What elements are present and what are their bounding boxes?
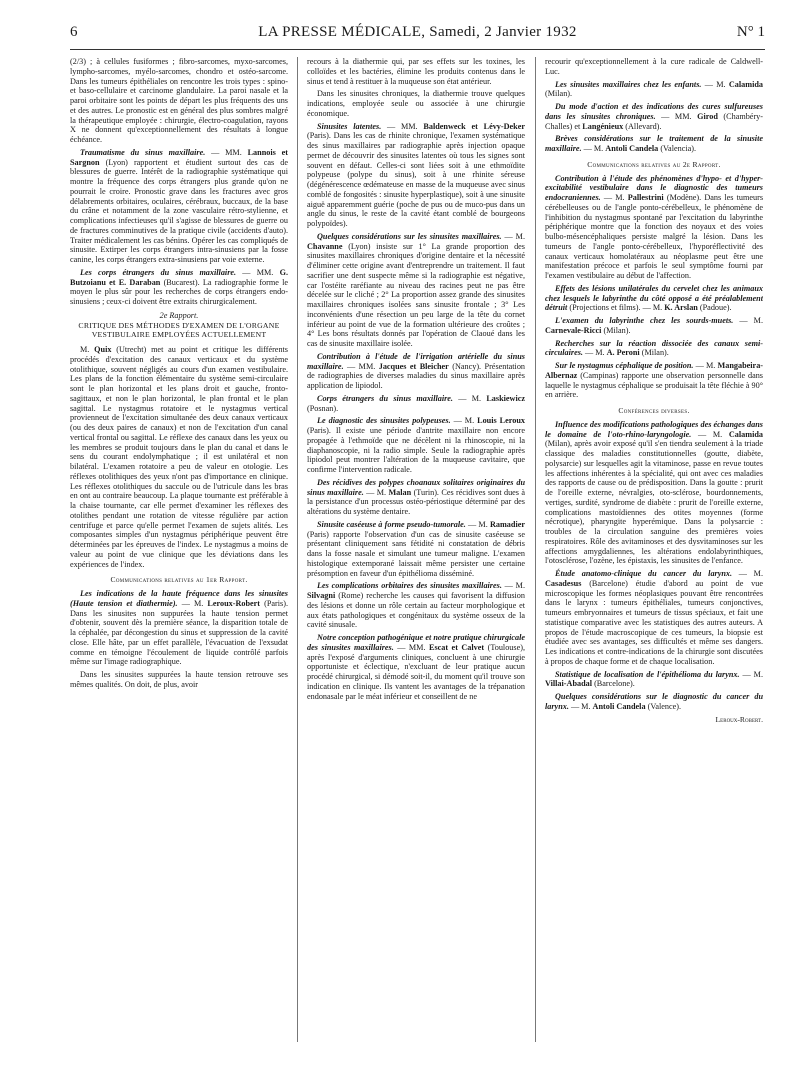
header-rule (70, 49, 765, 50)
author: Antoli Candela (605, 144, 659, 153)
page-header (70, 24, 765, 44)
abstract-title: Recherches sur la réaction dissociée des canaux semi-circulaires. (545, 338, 763, 358)
abstract-title: L'examen du labyrinthe chez les sourds-muets. (555, 316, 734, 325)
abstract: L'examen du labyrinthe chez les sourds-muets. — M. Carnevale-Ricci (Milan). (545, 316, 763, 335)
abstract: Du mode d'action et des indications des cures sulfureuses dans les sinusites chroniques. — MM. Girod (Chambéry-Challes) et Langénieux (Allevard). (545, 102, 763, 131)
abstract: Les corps étrangers du sinus maxillaire. — MM. G. Butzoianu et E. Daraban (Bucarest). La radiographie forme le moyen le plus sûr pour les recherches de corps étrangers endo-sinusiens ; ceux-ci doivent être extraits chirurgicalement. (70, 267, 288, 306)
author: Ramadier (489, 519, 525, 529)
abstract: Les complications orbitaires des sinusites maxillaires. — M. Silvagni (Rome) recherche les causes qui favorisent la diffusion des lésions et donne un rôle certain au facteur morphologique et aux états pathologiques et congénitaux du système osseux de la cavité sinusale. (307, 581, 525, 630)
author: Girod (697, 111, 718, 121)
author: Mangabeira-Albernaz (545, 361, 763, 380)
abstract: Sur le nystagmus céphalique de position. — M. Mangabeira-Albernaz (Campinas) rapporte une observation personnelle dans laquelle le nystagmus céphalique se produisait la tête fléchie à 90° en arrière. (545, 361, 763, 400)
paragraph: recours à la diathermie qui, par ses effets sur les toxines, les colloïdes et les bactéries, élimine les produits contenus dans le sinus et tend à restituer à la muqueuse son état antérieur. (307, 57, 525, 86)
author: Langénieux (582, 121, 624, 131)
abstract: M. Quix (Utrecht) met au point et critique les différents procédés d'excitation des canaux verticaux et du système otolithique, souvent négligés au cours d'un examen vestibulaire. Les plans de la fonction élémentaire du système semi-circulaire sont le plan horizontal et les plans droit et gauche, fronto-sagittaux, et non le plan horizontal, le plan frontal et le plan sagittal. Le nystagmus rotatoire et le nystagmus vertical provienneut de l'excitation simultanée des deux canaux verticaux (ou des deux paires de canaux) et non de l'excitation d'un canal vertical frontal ou sagittal. Le réflexe des canaux dans les yeux ou les membres se produit toujours dans le plan du canal et dans le sens du courant endolymphatique ; il est unilatéral et non bilatéral. L'examen rotatoire a peu de valeur en otologie. Les réflexes otolithiques des yeux n'ont pas d'importance en clinique. Les réflexes otolithiques du saccule ou de l'utricule dans les bras en ont au contraire beaucoup. La plaque tournante est préférable à la chaise tournante, car elle permet d'examiner les réflexes des otolithes pendant une rotation de vitesse régulière par action centrifuge et parce qu'elle permet l'examen de sujets alités. Les composantes simples d'un nystagmus périphérique peuvent être déterminées par les épreuves de l'index. Le nystagmus a moins de valeur au point de vue clinique que les déviations dans les expériences de l'index. (70, 345, 288, 569)
author: G. Butzoianu et E. Daraban (70, 267, 288, 287)
author: Escat et Calvet (428, 642, 485, 652)
paragraph: recourir qu'exceptionnellement à la cure radicale de Caldwell-Luc. (545, 57, 763, 76)
author: Silvagni (307, 591, 336, 600)
abstract-title: Le diagnostic des sinusites polypeuses. (317, 416, 451, 426)
author: Lannois et Sargnon (70, 147, 288, 167)
section-heading: Conférences diverses. (618, 406, 690, 415)
abstract: Le diagnostic des sinusites polypeuses. — M. Louis Leroux (Paris). Il existe une période d'antrite maxillaire non encore propagée à l'ethmoïde que ne décèlent ni la rhinoscopie, ni la diaphanoscopie, ni la radio simple. Seule la radiographie après lipiodol peut montrer l'altération de la muqueuse cavitaire, que confirme l'intervention radicale. (307, 416, 525, 474)
author: Leroux-Robert (207, 598, 261, 608)
author: Laskiewicz (486, 393, 525, 403)
author: Pallestrini (627, 193, 664, 202)
author: Calamida (728, 429, 763, 439)
abstract-title: Les indications de la haute fréquence dans les sinusites (Haute tension et diathermie). (70, 589, 288, 608)
abstract: Étude anatomo-clinique du cancer du larynx. — M. Casadesus (Barcelone) étudie d'abord au point de vue microscopique les formes néoplasiques pouvant être rencontrées dans le larynx : tumeurs épithéliales, tumeurs conjonctives, tumeurs embryonnaires et tumeurs de tissus spéciaux, et fait une statistique comparative avec les statistiques des autres auteurs. A propos de l'étude macroscopique de ces tumeurs, la biopsie est étudiée avec ses avantages, ses difficultés et même ses dangers. Les indications et contre-indications de la chirurgie sont discutées à propos de chaque forme et de chaque localisation. (545, 569, 763, 666)
abstract-title: Du mode d'action et des indications des cures sulfureuses dans les sinusites chroniques. (545, 102, 763, 121)
abstract: Traumatisme du sinus maxillaire. — MM. Lannois et Sargnon (Lyon) rapportent et étudient surtout des cas de blessures de guerre. Intérêt de la radiographie systématique qui montre la fréquence des corps étrangers plus grande qu'on ne pourrait le croire. Pronostic grave dans les fractures avec gros délabrements orbitaires, oculaires, cérébraux, buccaux, de la base du crâne et notamment de la zone vasculaire rétro-stylienne, et complications infectieuses qu'il s'agisse de blessures de guerre ou de fractures comminutives de la pratique civile (accidents d'auto). Traiter médicalement les cas bénins. Opérer les cas compliqués de sinusite. Extirper les corps étrangers intra-sinusiens par la fosse canine, les corps étrangers extra-sinusiens par voie externe. (70, 147, 288, 264)
abstract: Sinusite caséeuse à forme pseudo-tumorale. — M. Ramadier (Paris) rapporte l'observation d'un cas de sinusite caséeuse se présentant cliniquement sans fétidité ni constatation de débris dans la fosse nasale et simulant une tumeur maligne. L'examen histologique extemporané laissait même persister une certaine présomption en faveur d'un épithélioma disséminé. (307, 519, 525, 578)
abstract: Sinusites latentes. — MM. Baldenweck et Lévy-Deker (Paris). Dans les cas de rhinite chronique, l'examen systématique des sinus maxillaires par radiographie après injection opaque permet de découvrir des sinusites latentes où tous les signes sont souvent en défaut. Celles-ci sont liées soit à une ethmoïdite polypeuse (polype du sinus), soit à une rhinite séreuse (dégénérescence œdémateuse en masse de la muqueuse avec sinus comblé de fongosités : sinusite hyperplastique), soit à une sinusite aiguë apparemment guérie (poche de pus ou de muco-pus dans un angle du sinus, le reste de la cavité étant comblé de bourgeons polypoïdes). (307, 121, 525, 228)
author: Carnevale-Ricci (545, 325, 602, 335)
paragraph: Dans les sinusites suppurées la haute tension retrouve ses mêmes qualités. On doit, de plus, avoir (70, 670, 288, 689)
abstract: Contribution à l'étude de l'irrigation artérielle du sinus maxillaire. — MM. Jacques et Bleicher (Nancy). Présentation de radiographies de diverses maladies du sinus maxillaire après application de lipiodol. (307, 351, 525, 390)
abstract: Quelques considérations sur les sinusites maxillaires. — M. Chavanne (Lyon) insiste sur 1° La grande proportion des sinusites maxillaires chroniques d'origine dentaire et la nécessité d'éliminer cette origine avant d'entreprendre un traitement. Il faut sacrifier une dent suspecte même si la radiographie est négative, car l'ostéite raréfiante au niveau des racines peut ne pas être décelée sur le cliché ; 2° La proportion assez grande des sinusites maxillaires chroniques isolées sans sinusite frontale ; 3° Les inconvénients d'une résection un peu large de la tête du cornet inférieur au point de vue de la formation ultérieure des croûtes ; 4° Les bons résultats donnés par l'opération de Claoué dans les cas de sinusite maxillaire isolée. (307, 231, 525, 348)
abstract: Des récidives des polypes choanaux solitaires originaires du sinus maxillaire. — M. Malan (Turin). Ces récidives sont dues à la persistance d'un processus ostéo-périostique déterminé par des altérations du système dentaire. (307, 477, 525, 516)
author: A. Peroni (606, 348, 640, 358)
abstract-title: Sinusites latentes. (317, 121, 382, 131)
abstract: Brèves considérations sur le traitement de la sinusite maxillaire. — M. Antoli Candela (Valencia). (545, 134, 763, 153)
abstract-title: Influence des modifications pathologiques des échanges dans le domaine de l'oto-rhino-laryngologie. (545, 419, 763, 439)
abstract-title: Des récidives des polypes choanaux solitaires originaires du sinus maxillaire. (307, 477, 525, 497)
author: Baldenweck et Lévy-Deker (423, 121, 525, 131)
column-divider (297, 57, 298, 1042)
author: Chavanne (307, 241, 343, 251)
abstract: Les indications de la haute fréquence dans les sinusites (Haute tension et diathermie). — M. Leroux-Robert (Paris). Dans les sinusites non suppurées la haute tension permet d'obtenir, souvent dès la première séance, la disparition totale de la céphalée, par décongestion du sinus et suppression de la cavité close. Elle hâte, par un effet parallèle, l'évacuation de l'exsudat comme en témoigne l'écoulement de liquide contrôlé parfois même sur l'image radiographique. (70, 589, 288, 667)
column-1 (70, 57, 288, 1057)
author: Villai-Abadal (545, 679, 593, 689)
author: Malan (388, 487, 412, 497)
report-title: CRITIQUE DES MÉTHODES D'EXAMEN DE L'ORGANE VESTIBULAIRE EMPLOYÉES ACTUELLEMENT (78, 320, 280, 340)
abstract: Corps étrangers du sinus maxillaire. — M. Laskiewicz (Posnan). (307, 393, 525, 413)
section-heading: Communications relatives au 2e Rapport. (587, 159, 721, 169)
abstract-title: Les sinusites maxillaires chez les enfants. (555, 79, 702, 89)
abstract-title: Les corps étrangers du sinus maxillaire. (80, 267, 237, 277)
abstract-title: Statistique de localisation de l'épithélioma du larynx. (555, 669, 740, 679)
abstract-title: Traumatisme du sinus maxillaire. (80, 147, 206, 157)
abstract-title: Quelques considérations sur les sinusites maxillaires. (317, 231, 502, 241)
abstract-title: Contribution à l'étude de l'irrigation artérielle du sinus maxillaire. (307, 351, 525, 371)
author: Louis Leroux (477, 416, 525, 426)
abstract: Contribution à l'étude des phénomènes d'hypo- et d'hyper-excitabilité vestibulaire dans le diagnostic des tumeurs endocraniennes. — M. Pallestrini (Modène). Dans les tumeurs cérébelleuses ou de l'angle ponto-cérébelleux, le phénomène de l'inhibition du nystagmus spontané par l'excitation du labyrinthe périphérique montre que la fonction des noyaux et des voies bulbo-mésencéphaliques persiste malgré la lésion. Dans les tumeurs de l'angle ponto-cérébelleux, l'hyporéflectivité des canaux verticaux homolatéraux au néoplasme peut être une manifestation précoce et parfois le seul symptôme fourni par l'examen vestibulaire au début de l'affection. (545, 173, 763, 280)
abstract: Effets des lésions unilatérales du cervelet chez les animaux chez lesquels le labyrinthe du côté opposé a été préalablement détruit (Projections et films). — M. K. Arslan (Padoue). (545, 283, 763, 313)
author: Casadesus (545, 578, 582, 588)
author: Jacques et Bleicher (378, 361, 449, 371)
abstract: Notre conception pathogénique et notre pratique chirurgicale des sinusites maxillaires. — MM. Escat et Calvet (Toulouse), après l'exposé d'arguments cliniques, concluent à une chirurgie opportuniste et éclectique, n'excluant de leur pratique aucun procédé chirurgical, si démodé soit-il, du moment qu'il trouve son indication en clinique. Ils vantent les avantages de la trépanation endonasale par le méat inférieur et conseillent de ne (307, 633, 525, 701)
column-3 (545, 57, 763, 1057)
author: Calamida (728, 79, 763, 89)
abstract-title: Effets des lésions unilatérales du cervelet chez les animaux chez lesquels le labyrinthe du côté opposé a été préalablement détruit (545, 283, 763, 313)
author: Antoli Candela (592, 701, 646, 711)
author: Quix (94, 345, 112, 354)
column-2 (307, 57, 525, 1057)
abstract: Quelques considérations sur le diagnostic du cancer du larynx. — M. Antoli Candela (Valence). (545, 692, 763, 711)
paragraph: Dans les sinusites chroniques, la diathermie trouve quelques indications, employée seule ou associée à une chirurgie économique. (307, 89, 525, 118)
abstract-title: Corps étrangers du sinus maxillaire. (317, 393, 453, 403)
section-heading: Communications relatives au 1er Rapport. (110, 575, 248, 585)
abstract-title: Quelques considérations sur le diagnostic du cancer du larynx. (545, 692, 763, 711)
abstract: Recherches sur la réaction dissociée des canaux semi-circulaires. — M. A. Peroni (Milan). (545, 338, 763, 358)
paragraph: (2/3) ; à cellules fusiformes ; fibro-sarcomes, myxo-sarcomes, lympho-sarcomes, myélo-sarcomes, chondro et ostéo-sarcome. Dans les tumeurs épithéliales on rencontre les trois types : spino- et baso-cellulaire et carcinome glandulaire. La paroi nasale et la paroi orbitaire sont les points de départ les plus fréquents des uns et des autres. Le pronostic est en général des plus sombres malgré la thérapeutique employée : chirurgie, électro-coagulation, rayons X ne donnent qu'exceptionnellement des résultats à longue échéance. (70, 57, 288, 144)
issue-number: N° 1 (736, 24, 765, 40)
abstract-title: Contribution à l'étude des phénomènes d'hypo- et d'hyper-excitabilité vestibulaire dans le diagnostic des tumeurs endocraniennes. (545, 173, 763, 202)
signature: Leroux-Robert. (715, 714, 763, 724)
abstract: Les sinusites maxillaires chez les enfants. — M. Calamida (Milan). (545, 79, 763, 99)
abstract: Statistique de localisation de l'épithélioma du larynx. — M. Villai-Abadal (Barcelone). (545, 669, 763, 689)
journal-title: LA PRESSE MÉDICALE, Samedi, 2 Janvier 1932 (258, 24, 577, 40)
abstract-title: Sinusite caséeuse à forme pseudo-tumorale. (317, 519, 466, 529)
abstract-title: Notre conception pathogénique et notre pratique chirurgicale des sinusites maxillaires. (307, 633, 525, 652)
report-label: 2e Rapport. (159, 310, 199, 320)
abstract-title: Les complications orbitaires des sinusites maxillaires. (317, 581, 502, 591)
abstract-title: Étude anatomo-clinique du cancer du larynx. (555, 569, 733, 578)
abstract: Influence des modifications pathologiques des échanges dans le domaine de l'oto-rhino-laryngologie. — M. Calamida (Milan), après avoir exposé qu'il s'en tiendra seulement à la triade classique des maladies constitutionnelles (goutte, diabète, polysarcie) sur lesquelles agit la vitaminose, passe en revue toutes les affections inhérentes à la spécialité, qui ont avec ces maladies des rapports de cause ou de prédisposition. Dans la goutte : prurit de l'oreille externe, névralgies, oto-sclérose, bourdonnements, vertiges, surdité, syndrome de diabète : prurit de l'oreille externe, complications mastoïdiennes des otites moyennes (forme nécrotique), pharyngite hyperémique. Dans la polysarcie : troubles de la circulation sanguine des premières voies respiratoires. Rôle des avitaminoses et des dysvitaminoses sur les affections amygdaliennes, les altérations endolabyrinthiques, l'otosclérose, l'ozène, les épistaxis, les sinusites de l'enfance. (545, 419, 763, 566)
abstract-title: Brèves considérations sur le traitement de la sinusite maxillaire. (545, 134, 763, 153)
author: K. Arslan (664, 303, 698, 313)
abstract-title: Sur le nystagmus céphalique de position. (555, 361, 694, 370)
column-divider (535, 57, 536, 1042)
page-number: 6 (70, 24, 78, 40)
